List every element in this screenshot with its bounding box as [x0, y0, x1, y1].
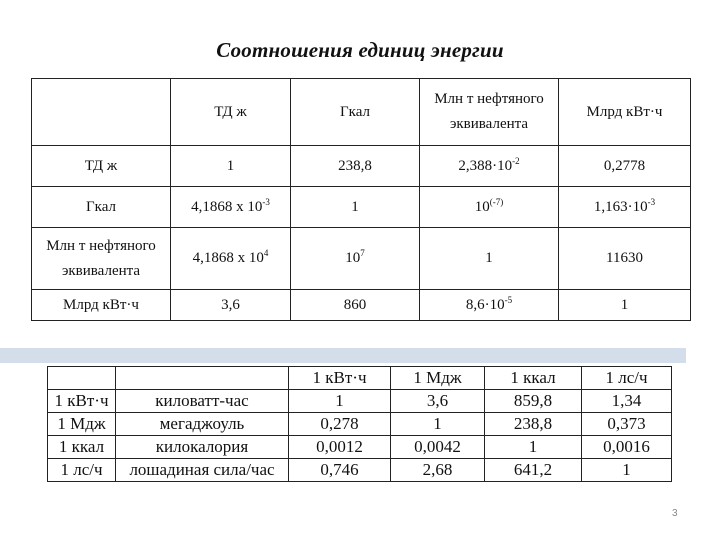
cell-exponent: -5 — [504, 294, 513, 305]
cell-value: 11630 — [606, 250, 643, 266]
decorative-band — [0, 348, 686, 363]
table-cell — [420, 146, 559, 187]
table-row — [48, 459, 672, 482]
row-label-cell — [32, 146, 171, 187]
cell-value: 4,1868 x 10 — [192, 250, 264, 266]
table-header-row — [32, 79, 691, 146]
table-cell: 1 — [289, 390, 391, 413]
table-row — [32, 228, 691, 290]
table-header-cell: 1 Мдж — [391, 367, 485, 390]
cell-value: 1 — [620, 296, 629, 313]
cell-exponent: -3 — [262, 196, 270, 207]
cell-value: 860 — [343, 296, 367, 313]
row-label-cell — [32, 290, 171, 321]
table-cell — [291, 290, 420, 321]
row-label-cell — [32, 187, 171, 228]
table-cell — [559, 290, 691, 321]
unit-symbol-cell: 1 кВт·ч — [48, 390, 116, 413]
cell-exponent: 7 — [360, 248, 365, 258]
table-cell — [291, 187, 420, 228]
table-cell — [420, 228, 559, 290]
energy-ratio-table-1 — [31, 78, 691, 321]
table-header-cell: Млн т нефтяного эквивалента — [420, 79, 559, 146]
cell-exponent: (-7) — [489, 196, 504, 207]
table-header-cell — [48, 367, 116, 390]
table-cell: 0,278 — [289, 413, 391, 436]
cell-value: 8,6·10 — [465, 296, 505, 313]
cell-value: Млрд кВт·ч — [63, 296, 139, 313]
cell-exponent: -3 — [647, 196, 656, 207]
table-cell — [559, 187, 691, 228]
table-header-cell: Млрд кВт·ч — [559, 79, 691, 146]
table-cell: 238,8 — [485, 413, 582, 436]
table-cell — [420, 187, 559, 228]
table-cell — [171, 187, 291, 228]
table-cell: 0,746 — [289, 459, 391, 482]
cell-value: 1 — [485, 250, 493, 266]
energy-ratio-table-2 — [47, 366, 672, 482]
table-row — [32, 146, 691, 187]
table-cell: 641,2 — [485, 459, 582, 482]
table-cell: 1 — [485, 436, 582, 459]
table-cell: 1,34 — [582, 390, 672, 413]
table-header-cell — [116, 367, 289, 390]
table-cell: 0,0012 — [289, 436, 391, 459]
unit-symbol-cell: 1 ккал — [48, 436, 116, 459]
table-cell — [171, 290, 291, 321]
cell-value: 0,2778 — [603, 157, 646, 174]
table-header-cell: 1 ккал — [485, 367, 582, 390]
cell-value: 10 — [474, 198, 490, 215]
cell-value: 1 — [226, 157, 235, 174]
cell-value: 3,6 — [221, 296, 240, 313]
table-cell — [171, 228, 291, 290]
table-header-cell: 1 кВт·ч — [289, 367, 391, 390]
table-cell: 3,6 — [391, 390, 485, 413]
table-cell: 859,8 — [485, 390, 582, 413]
table-row — [32, 187, 691, 228]
unit-symbol-cell: 1 лс/ч — [48, 459, 116, 482]
cell-exponent: -2 — [512, 155, 520, 166]
cell-value: ТД ж — [84, 157, 118, 174]
slide-title: Соотношения единиц энергии — [216, 38, 504, 62]
table-header-cell: ТД ж — [171, 79, 291, 146]
unit-name-cell: киловатт-час — [116, 390, 289, 413]
table-cell — [291, 146, 420, 187]
table-cell: 0,373 — [582, 413, 672, 436]
cell-value: Млн т нефтяного эквивалента — [46, 237, 156, 279]
cell-value: Гкал — [85, 198, 116, 215]
unit-name-cell: мегаджоуль — [116, 413, 289, 436]
row-label-cell — [32, 228, 171, 290]
table-cell — [171, 146, 291, 187]
cell-value: 2,388·10 — [458, 157, 513, 174]
unit-name-cell: килокалория — [116, 436, 289, 459]
table-cell: 0,0016 — [582, 436, 672, 459]
cell-value: 4,1868 x 10 — [191, 198, 263, 215]
table-header-cell: Гкал — [291, 79, 420, 146]
table-cell: 1 — [582, 459, 672, 482]
table-row — [48, 436, 672, 459]
table-row — [48, 390, 672, 413]
table-cell — [291, 228, 420, 290]
unit-symbol-cell: 1 Мдж — [48, 413, 116, 436]
table-cell — [559, 228, 691, 290]
table-cell: 0,0042 — [391, 436, 485, 459]
page-number: 3 — [672, 508, 678, 519]
cell-value: 1,163·10 — [593, 198, 648, 215]
table-cell: 1 — [391, 413, 485, 436]
table-header-row — [48, 367, 672, 390]
unit-name-cell: лошадиная сила/час — [116, 459, 289, 482]
table-row — [32, 290, 691, 321]
table-row — [48, 413, 672, 436]
table-cell: 2,68 — [391, 459, 485, 482]
table-header-cell — [32, 79, 171, 146]
cell-value: 10 — [345, 250, 361, 266]
cell-value: 238,8 — [338, 157, 372, 174]
table-cell — [559, 146, 691, 187]
cell-exponent: 4 — [263, 248, 269, 258]
cell-value: 1 — [351, 198, 359, 215]
table-header-cell: 1 лс/ч — [582, 367, 672, 390]
table-cell — [420, 290, 559, 321]
